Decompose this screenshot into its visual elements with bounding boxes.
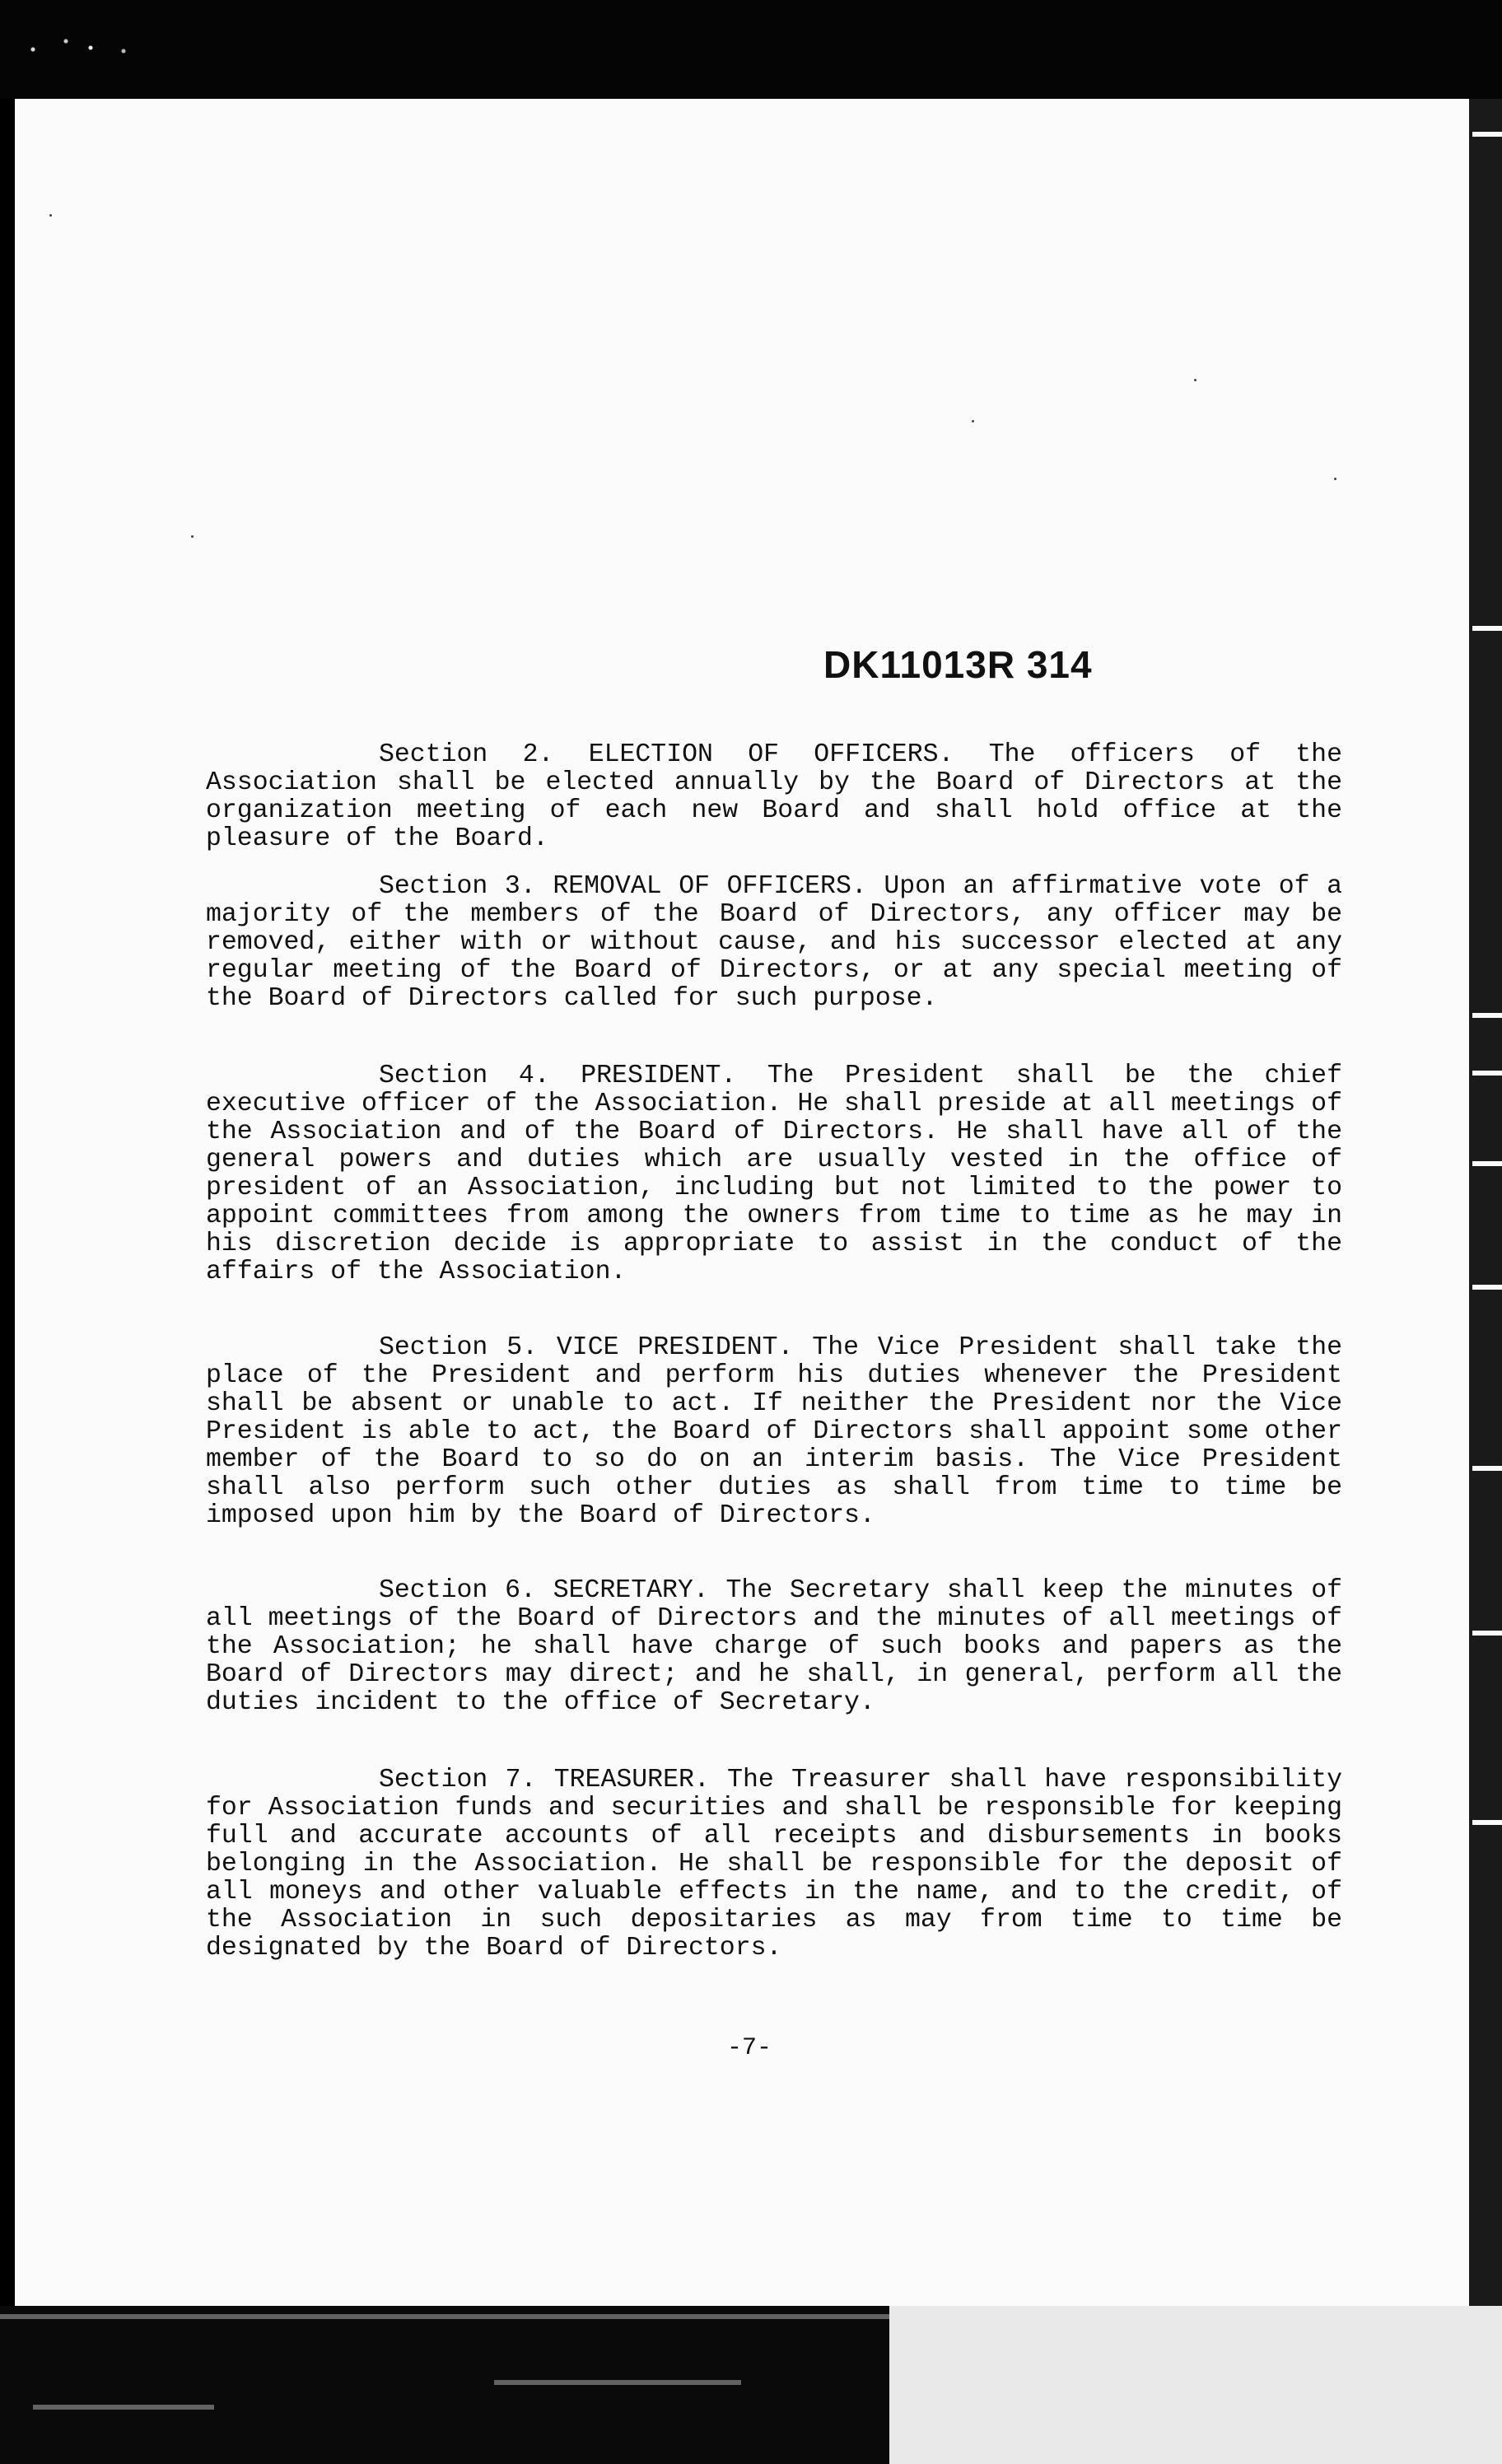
section-5-paragraph <box>206 1334 1342 1530</box>
section-4-text: Section 4. PRESIDENT. The President shall be the chief executive officer of the Association. He shall preside at all meetings of the Association and of the Board of Directors. He shall have all of the general powers and duties which are usually vested in the office of president of an Association, including but not limited to the power to appoint committees from among the owners from time to time as he may in his discretion decide is appropriate to assist in the conduct of the affairs of the Association. <box>206 1062 1342 1286</box>
scan-speck <box>1334 478 1336 480</box>
scan-edge-mark <box>1472 626 1502 631</box>
page-number: -7- <box>726 2034 772 2062</box>
scan-edge-mark <box>1472 1631 1502 1636</box>
scan-streak <box>33 2405 214 2410</box>
document-number: DK11013R 314 <box>823 643 1093 686</box>
section-3-text: Section 3. REMOVAL OF OFFICERS. Upon an affirmative vote of a majority of the members of the Board of Directors, any officer may be removed, either with or without cause, and his successor elected at any regular meeting of the Board of Directors, or at any special meeting of the Board of Directors called for such purpose. <box>206 872 1342 1013</box>
scan-speck <box>972 420 974 422</box>
scan-edge-mark <box>1472 1466 1502 1471</box>
scan-top-border <box>0 0 1502 99</box>
section-6-paragraph <box>206 1577 1342 1717</box>
scan-edge-mark <box>1472 1071 1502 1076</box>
section-2-paragraph <box>206 741 1342 853</box>
section-5-text: Section 5. VICE PRESIDENT. The Vice President shall take the place of the President and perform his duties whenever the President shall be absent or unable to act. If neither the President nor the Vice President is able to act, the Board of Directors shall appoint some other member of the Board to so do on an interim basis. The Vice President shall also perform such other duties as shall from time to time be imposed upon him by the Board of Directors. <box>206 1333 1342 1530</box>
section-6-text: Section 6. SECRETARY. The Secretary shall keep the minutes of all meetings of the Board of Directors and the minutes of all meetings of the Association; he shall have charge of such books and papers as the Board of Directors may direct; and he shall, in general, perform all the duties incident to the office of Secretary. <box>206 1576 1342 1717</box>
scan-edge-mark <box>1472 132 1502 137</box>
scan-right-border <box>1469 99 1502 2306</box>
scan-bottom-border <box>0 2306 1502 2464</box>
scan-edge-mark <box>1472 1820 1502 1825</box>
scan-streak <box>494 2380 741 2385</box>
scan-edge-mark <box>1472 1013 1502 1018</box>
section-7-paragraph <box>206 1766 1342 1962</box>
section-3-paragraph <box>206 873 1342 1013</box>
scan-edge-mark <box>1472 1285 1502 1290</box>
scan-speck <box>49 214 52 217</box>
scan-edge-mark <box>1472 1161 1502 1166</box>
section-2-text: Section 2. ELECTION OF OFFICERS. The officers of the Association shall be elected annually by the Board of Directors at the organization meeting of each new Board and shall hold office at the pleasure of the Board. <box>206 740 1342 853</box>
scan-light-region <box>889 2306 1502 2464</box>
scan-speck <box>1194 379 1196 381</box>
scan-streak <box>0 2314 889 2319</box>
section-4-paragraph <box>206 1062 1342 1286</box>
section-7-text: Section 7. TREASURER. The Treasurer shall have responsibility for Association funds and securities and shall be responsible for keeping full and accurate accounts of all receipts and disbursements in books belonging in the Association. He shall be responsible for the deposit of all moneys and other valuable effects in the name, and to the credit, of the Association in such depositaries as may from time to time be designated by the Board of Directors. <box>206 1766 1342 1962</box>
scan-speck <box>191 535 194 538</box>
